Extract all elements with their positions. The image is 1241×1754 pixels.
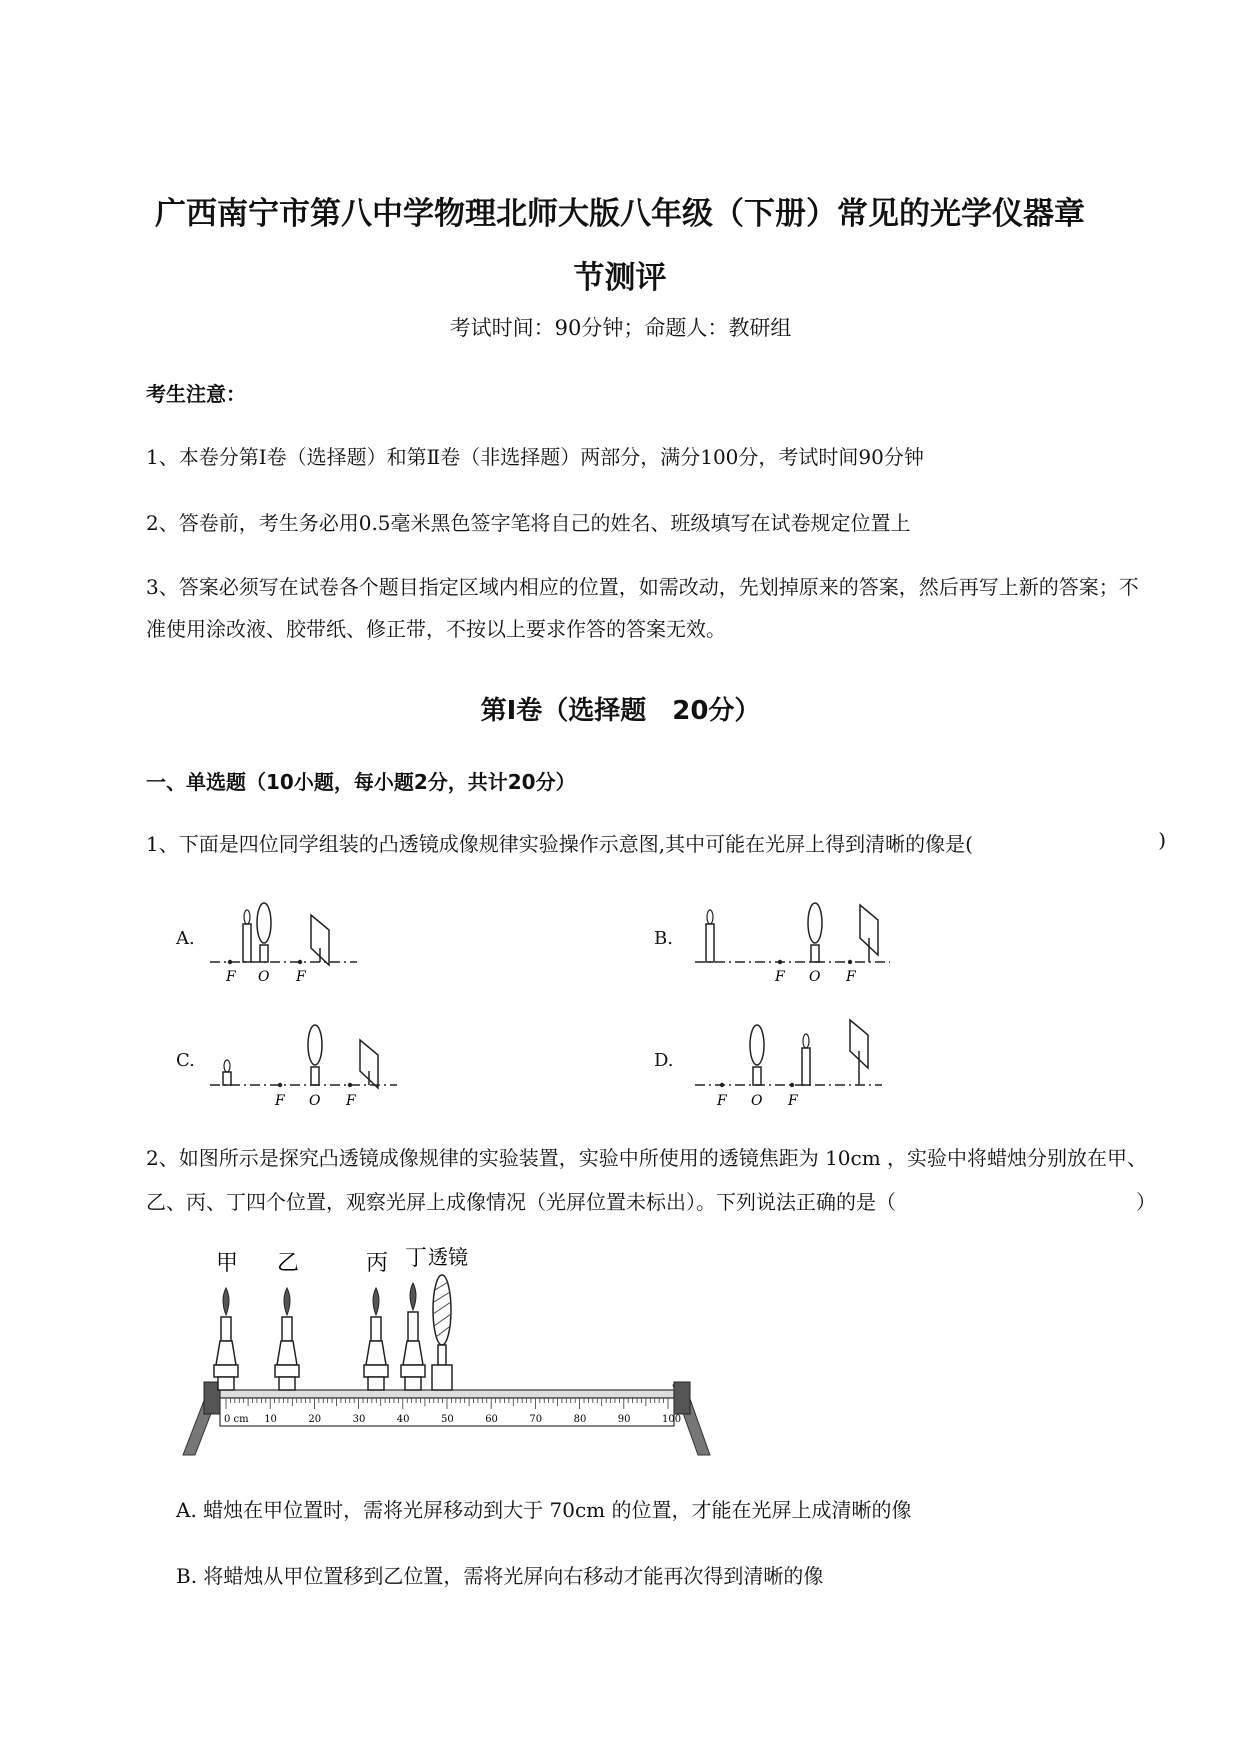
ruler-scale-label: 40 bbox=[396, 1414, 410, 1425]
lens-label: 透镜 bbox=[428, 1245, 468, 1269]
focus-label: F bbox=[846, 969, 856, 985]
notice-item-3: 3、答案必须写在试卷各个题目指定区域内相应的位置，如需改动，先划掉原来的答案，然后再写上新的答案；不准使用涂改液、胶带纸、修正带，不按以上要求作答的答案无效。 bbox=[146, 575, 1139, 641]
position-label-jia: 甲 bbox=[216, 1251, 239, 1276]
q1-diagram-c bbox=[205, 1010, 405, 1110]
focus-label: F bbox=[296, 969, 306, 985]
question-2-text: 2、如图所示是探究凸透镜成像规律的实验装置，实验中所使用的透镜焦距为 10cm ，实验中将蜡烛分别放在甲、乙、丙、丁四个位置，观察光屏上成像情况（光屏位置未标出）。下列说法正确的是（ bbox=[146, 1146, 1148, 1214]
optical-bench-diagram bbox=[180, 1240, 720, 1470]
question-1-text: 1、下面是四位同学组装的凸透镜成像规律实验操作示意图,其中可能在光屏上得到清晰的像是( bbox=[146, 832, 973, 856]
q2-option-a: A. 蜡烛在甲位置时，需将光屏移动到大于 70cm 的位置，才能在光屏上成清晰的像 bbox=[176, 1498, 912, 1522]
q1-option-b-label: B. bbox=[654, 928, 673, 949]
q2-option-b: B. 将蜡烛从甲位置移到乙位置，需将光屏向右移动才能再次得到清晰的像 bbox=[176, 1564, 824, 1588]
notice-item-1: 1、本卷分第Ⅰ卷（选择题）和第Ⅱ卷（非选择题）两部分，满分100分，考试时间90分钟 bbox=[146, 445, 924, 469]
focus-label: F bbox=[775, 969, 785, 985]
question-2 bbox=[146, 1136, 1156, 1224]
question-1 bbox=[146, 828, 1166, 857]
candle-jia bbox=[214, 1288, 238, 1390]
candle-ding bbox=[401, 1283, 425, 1390]
section-title: 第Ⅰ卷（选择题 20分） bbox=[480, 696, 761, 726]
focus-label: F bbox=[788, 1093, 798, 1109]
q1-option-c-label: C. bbox=[176, 1050, 195, 1071]
page-title-continued: 节测评 bbox=[573, 260, 667, 296]
ruler-scale-label: 30 bbox=[352, 1414, 366, 1425]
notice-heading: 考生注意： bbox=[146, 382, 246, 406]
position-label-ding: 丁 bbox=[405, 1246, 428, 1271]
focus-label: F bbox=[226, 969, 236, 985]
ruler-scale-label: 10 bbox=[264, 1414, 277, 1425]
optical-center-label: O bbox=[751, 1093, 763, 1109]
ruler-scale-label: 70 bbox=[529, 1414, 543, 1425]
q1-diagram-b bbox=[690, 890, 900, 990]
q1-diagram-a bbox=[205, 890, 365, 990]
focus-label: F bbox=[717, 1093, 727, 1109]
page-title: 广西南宁市第八中学物理北师大版八年级（下册）常见的光学仪器章 bbox=[155, 196, 1085, 232]
ruler-scale-label: 50 bbox=[441, 1414, 454, 1425]
q1-diagram-d bbox=[690, 1010, 890, 1110]
q1-option-d-label: D. bbox=[654, 1050, 674, 1071]
notice-item-2: 2、答卷前，考生务必用0.5毫米黑色签字笔将自己的姓名、班级填写在试卷规定位置上 bbox=[146, 511, 911, 535]
candle-yi bbox=[275, 1288, 299, 1390]
ruler-scale-label: 80 bbox=[573, 1414, 587, 1425]
candle-bing bbox=[364, 1288, 388, 1390]
focus-label: F bbox=[275, 1093, 285, 1109]
focus-label: F bbox=[346, 1093, 356, 1109]
exam-meta: 考试时间：90分钟；命题人：教研组 bbox=[449, 316, 792, 340]
optical-center-label: O bbox=[809, 969, 821, 985]
position-label-yi: 乙 bbox=[277, 1251, 300, 1276]
answer-paren: ) bbox=[1158, 828, 1166, 852]
optical-center-label: O bbox=[258, 969, 270, 985]
answer-paren: ） bbox=[1136, 1190, 1156, 1214]
position-label-bing: 丙 bbox=[366, 1251, 389, 1276]
ruler-scale-label: 20 bbox=[308, 1414, 322, 1425]
convex-lens bbox=[432, 1275, 452, 1390]
ruler-scale-label: 0 cm bbox=[224, 1414, 249, 1425]
optical-center-label: O bbox=[309, 1093, 321, 1109]
part-title: 一、单选题（10小题，每小题2分，共计20分） bbox=[146, 770, 576, 794]
ruler-scale-label: 60 bbox=[485, 1414, 498, 1425]
q1-option-a-label: A. bbox=[176, 928, 195, 949]
ruler-scale-label: 90 bbox=[617, 1414, 631, 1425]
ruler-scale-label: 100 bbox=[662, 1414, 682, 1425]
